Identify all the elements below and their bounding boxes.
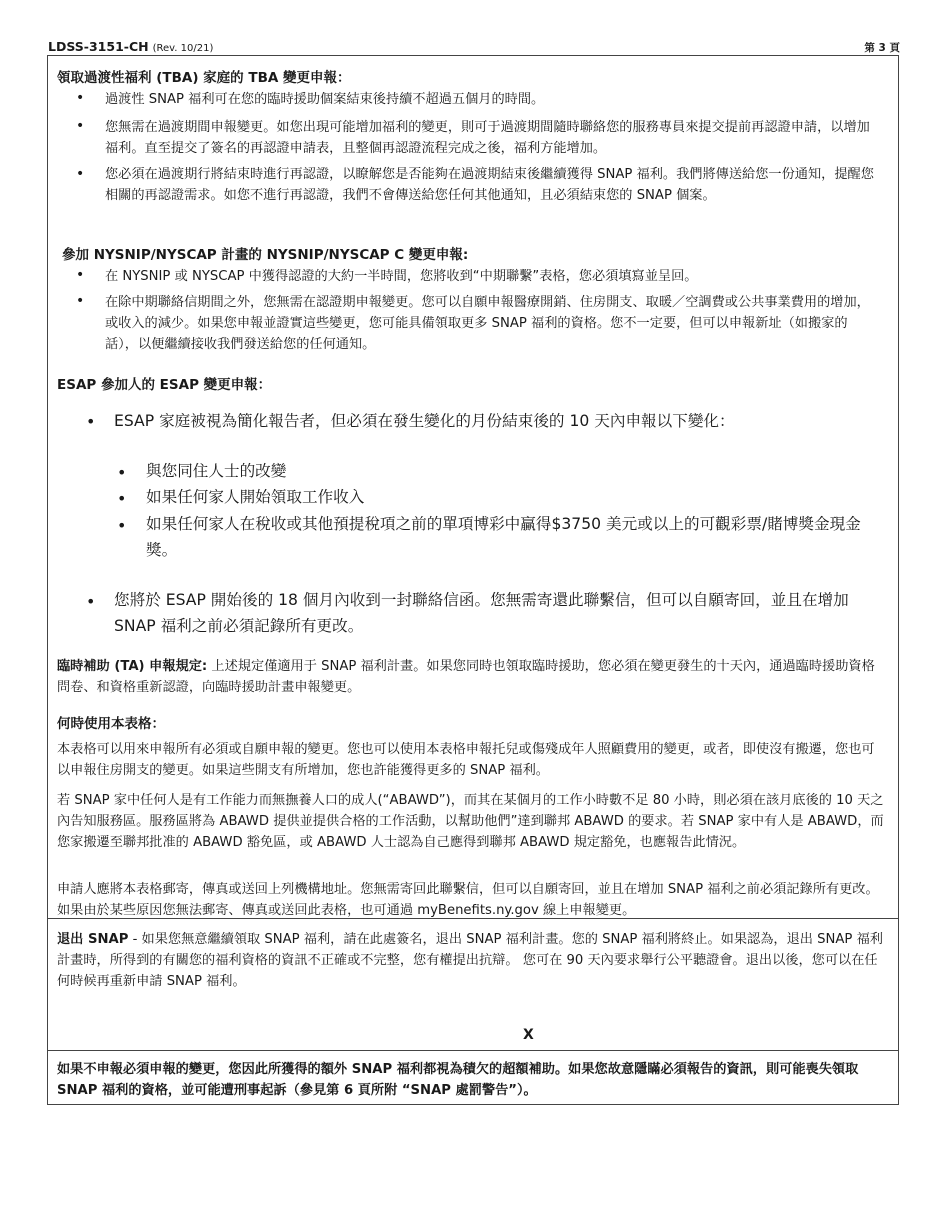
esap-sub-item-1: 與您同住人士的改變: [146, 462, 287, 480]
form-revision: (Rev. 10/21): [152, 43, 214, 54]
bullet-icon: •: [76, 267, 85, 283]
form-number: LDSS-3151-CH: [48, 39, 149, 54]
ta-label: 臨時補助 (TA) 申報規定:: [57, 659, 208, 674]
signature-line[interactable]: X: [523, 1027, 534, 1043]
warning-text: 如果不申報必須申報的變更，您因此所獲得的額外 SNAP 福利都視為積欠的超額補助。如果您故意隱瞞必須報告的資訊，則可能喪失領取 SNAP 福利的資格，並可能遭刑事起訴（參見第 6 頁所附 “SNAP 處罰警告”）。: [57, 1062, 859, 1098]
ta-paragraph: [57, 656, 887, 698]
nysnip-heading: 參加 NYSNIP/NYSCAP 計畫的 NYSNIP/NYSCAP C 變更申報:: [62, 247, 469, 263]
bullet-icon: •: [86, 592, 96, 611]
esap-intro: ESAP 家庭被視為簡化報告者，但必須在發生變化的月份結束後的 10 天內申報以下變化：: [114, 412, 735, 430]
tba-item-1: 過渡性 SNAP 福利可在您的臨時援助個案結束後持續不超過五個月的時間。: [105, 92, 545, 107]
bullet-icon: •: [117, 489, 127, 508]
bullet-icon: •: [76, 293, 85, 309]
when-heading: 何時使用本表格：: [57, 716, 165, 732]
main-content-box: [47, 55, 899, 919]
tba-heading: 領取過渡性福利 (TBA) 家庭的 TBA 變更申報：: [57, 70, 351, 86]
page-number: 第 3 頁: [864, 42, 900, 54]
esap-sub-item-2: 如果任何家人開始領取工作收入: [146, 488, 365, 506]
esap-sub-item-3: 如果任何家人在稅收或其他預提稅項之前的單項博彩中贏得$3750 美元或以上的可觀彩票/賭博獎金現金獎。: [146, 515, 861, 559]
bullet-icon: •: [76, 118, 85, 134]
ta-text: 上述規定僅適用于 SNAP 福利計畫。如果您同時也領取臨時援助，您必須在變更發生的十天內，通過臨時援助資格問卷、和資格重新認證，向臨時援助計畫申報變更。: [57, 659, 875, 695]
bullet-icon: •: [86, 412, 96, 431]
when-paragraph-3: 申請人應將本表格郵寄，傳真或送回上列機構地址。您無需寄回此聯繫信，但可以自願寄回，並且在增加 SNAP 福利之前必須記錄所有更改。如果由於某些原因您無法郵寄、傳真或送回此表格，也可通過 myBenefits.ny.gov 線上申報變更。: [57, 882, 879, 918]
bullet-icon: •: [76, 90, 85, 106]
withdraw-section: [47, 918, 899, 1051]
when-paragraph-1: 本表格可以用來申報所有必須或自願申報的變更。您也可以使用本表格申報托兒或傷殘成年人照顧費用的變更，或者，即使沒有搬遷，您也可以申報住房開支的變更。如果這些開支有所增加，您也許能獲得更多的 SNAP 福利。: [57, 742, 875, 778]
tba-item-3: 您必須在過渡期行將結束時進行再認證，以瞭解您是否能夠在過渡期結束後繼續獲得 SNAP 福利。我們將傳送給您一份通知，提醒您相關的再認證需求。如您不進行再認證，我們不會傳送給您任何其他通知，且必須結束您的 SNAP 個案。: [105, 167, 874, 203]
when-paragraph-2: 若 SNAP 家中任何人是有工作能力而無撫養人口的成人(“ABAWD”)，而其在某個月的工作小時數不足 80 小時，則必須在該月底後的 10 天之內告知服務區。服務區將為 ABAWD 提供並提供合格的工作活動，以幫助他們”達到聯邦 ABAWD 的要求。若 SNAP 家中有人是 ABAWD，而您家搬遷至聯邦批准的 ABAWD 豁免區，或 ABAWD 人士認為自己應得到聯邦 ABAWD 規定豁免，也應報告此情況。: [57, 793, 884, 850]
bullet-icon: •: [117, 463, 127, 482]
nysnip-item-2: 在除中期聯絡信期間之外，您無需在認證期申報變更。您可以自願申報醫療開銷、住房開支、取暖／空調費或公共事業費用的增加，或收入的減少。如果您申報並證實這些變更，您可能具備領取更多 SNAP 福利的資格。您不一定要，但可以申報新址（如搬家的話），以便繼續接收我們發送給您的任何通知。: [105, 295, 870, 352]
esap-followup: 您將於 ESAP 開始後的 18 個月內收到一封聯絡信函。您無需寄還此聯繫信，但可以自願寄回，並且在增加 SNAP 福利之前必須記錄所有更改。: [114, 591, 849, 635]
withdraw-text: - 如果您無意繼續領取 SNAP 福利，請在此處簽名，退出 SNAP 福利計畫。您的 SNAP 福利將終止。如果認為，退出 SNAP 福利計畫時，所得到的有關您的福利資格的資訊不正確或不完整，您有權提出抗辯。 您可在 90 天內要求舉行公平聽證會。退出以後，您可以在任何時候再重新申請 SNAP 福利。: [57, 932, 883, 989]
bullet-icon: •: [117, 516, 127, 535]
warning-section: [47, 1050, 899, 1105]
withdraw-paragraph: [57, 929, 887, 992]
nysnip-item-1: 在 NYSNIP 或 NYSCAP 中獲得認證的大約一半時間，您將收到“中期聯繫”表格，您必須填寫並呈回。: [105, 269, 698, 284]
bullet-icon: •: [76, 166, 85, 182]
esap-heading: ESAP 參加人的 ESAP 變更申報：: [57, 377, 272, 393]
form-id: [48, 39, 213, 54]
tba-item-2: 您無需在過渡期間申報變更。如您出現可能增加福利的變更，則可于過渡期間隨時聯絡您的服務專員來提交提前再認證申請，以增加福利。直至提交了簽名的再認證申請表，且整個再認證流程完成之後，福利方能增加。: [105, 120, 870, 156]
withdraw-label: 退出 SNAP: [57, 932, 129, 947]
